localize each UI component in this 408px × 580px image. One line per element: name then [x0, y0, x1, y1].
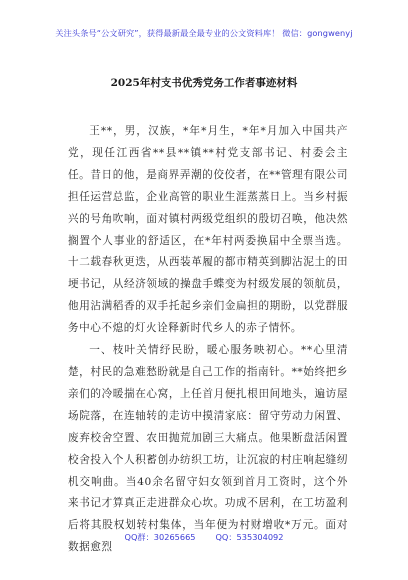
document-title: 2025年村支书优秀党务工作者事迹材料	[110, 77, 298, 89]
footer-qq-number: QQ：535304092	[215, 532, 284, 542]
header-promo-note: 关注头条号“公文研究”，获得最新最全最专业的公文资料库！ 微信：gongwenyj	[55, 28, 353, 38]
paragraph-section-one: 一、枝叶关情纾民盼，暖心服务映初心。**心里清楚，村民的急难愁盼就是自己工作的指南针。**始终把乡亲们的冷暖揣在心窝，上任首月便扎根田间地头，遍访屋场院落，在连轴转的走访中摸清家底：留守劳动力闲置、废弃校舍空置、农田抛荒加剧三大痛点。他果断盘活闲置校舍投入个人积蓄创办纺织工坊，让沉寂的村庄响起缝纫机交响曲。当40余名留守妇女领到首月工资时，这个外来书记才算真正走进群众心坎。功成不居利，在工坊盈利后将其股权划转村集体，当年便为村财增收*万元。面对数据愈烈	[68, 344, 348, 554]
footer-contact	[0, 532, 408, 543]
footer-qq-group: QQ群：30265665	[124, 532, 196, 542]
paragraph-introduction: 王**，男，汉族，*年*月生，*年*月加入中国共产党，现任江西省**县**镇**村党支部书记、村委会主任。昔日的他，是商界弄潮的佼佼者，在**管理有限公司担任运营总监，企业高管的职业生涯蒸蒸日上。当乡村振兴的号角吹响，面对镇村两级党组织的殷切召唤，他决然搁置个人事业的舒适区，在*年村两委换届中全票当选。十二载春秋更迭，从西装革履的都市精英到脚沾泥土的田埂书记，从经济领域的操盘手蝶变为村级发展的领航员，他用沾满稻香的双手托起乡亲们金扁担的期盼，以党群服务中心不熄的灯火诠释新时代乡人的赤子情怀。	[68, 125, 348, 335]
document-body	[68, 121, 348, 559]
